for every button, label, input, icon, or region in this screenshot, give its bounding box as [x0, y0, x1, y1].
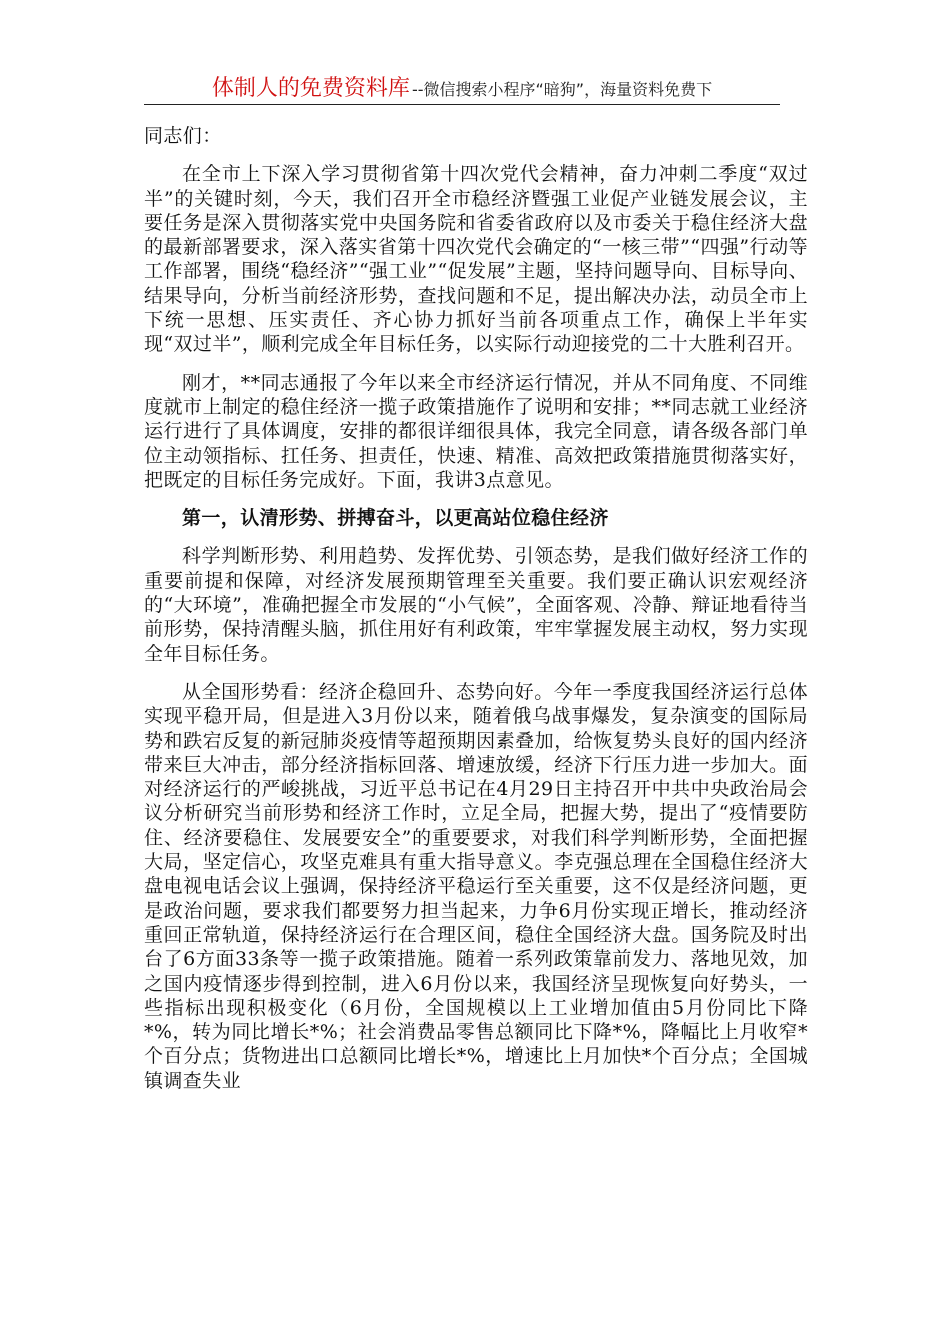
paragraph-1: 在全市上下深入学习贯彻省第十四次党代会精神，奋力冲刺二季度“双过半”的关键时刻，今天，我们召开全市稳经济暨强工业促产业链发展会议，主要任务是深入贯彻落实党中央国务院和省委省政府以及市委关于稳住经济大盘的最新部署要求，深入落实省第十四次党代会确定的“一核三带”“四强”行动等工作部署，围绕“稳经济”“强工业”“促发展”主题，坚持问题导向、目标导向、结果导向，分析当前经济形势，查找问题和不足，提出解决办法，动员全市上下统一思想、压实责任、齐心协力抓好当前各项重点工作，确保上半年实现“双过半”，顺利完成全年目标任务，以实际行动迎接党的二十大胜利召开。	[144, 163, 808, 356]
salutation: 同志们：	[144, 125, 222, 147]
paragraph-4: 从全国形势看：经济企稳回升、态势向好。今年一季度我国经济运行总体实现平稳开局，但是进入3月份以来，随着俄乌战事爆发，复杂演变的国际局势和跌宕反复的新冠肺炎疫情等超预期因素叠加，给恢复势头良好的国内经济带来巨大冲击，部分经济指标回落、增速放缓，经济下行压力进一步加大。面对经济运行的严峻挑战，习近平总书记在4月29日主持召开中共中央政治局会议分析研究当前形势和经济工作时，立足全局，把握大势，提出了“疫情要防住、经济要稳住、发展要安全”的重要要求，对我们科学判断形势，全面把握大局，坚定信心，攻坚克难具有重大指导意义。李克强总理在全国稳住经济大盘电视电话会议上强调，保持经济平稳运行至关重要，这不仅是经济问题，更是政治问题，要求我们都要努力担当起来，力争6月份实现正增长，推动经济重回正常轨道，保持经济运行在合理区间，稳住全国经济大盘。国务院及时出台了6方面33条等一揽子政策措施。随着一系列政策靠前发力、落地见效，加之国内疫情逐步得到控制，进入6月份以来，我国经济呈现恢复向好势头，一些指标出现积极变化（6月份，全国规模以上工业增加值由5月份同比下降*%，转为同比增长*%；社会消费品零售总额同比下降*%，降幅比上月收窄*个百分点；货物进出口总额同比增长*%，增速比上月加快*个百分点；全国城镇调查失业	[144, 680, 808, 1092]
section-heading-1: 第一，认清形势、拼搏奋斗，以更高站位稳住经济	[182, 507, 609, 530]
paragraph-2: 刚才，**同志通报了今年以来全市经济运行情况，并从不同角度、不同维度就市上制定的稳住经济一揽子政策措施作了说明和安排；**同志就工业经济运行进行了具体调度，安排的都很详细很具体，我完全同意，请各级各部门单位主动领指标、扛任务、担责任，快速、精准、高效把政策措施贯彻落实好，把既定的目标任务完成好。下面，我讲3点意见。	[144, 371, 808, 491]
page-header	[144, 70, 780, 105]
header-tagline: --微信搜索小程序“暗狗”，海量资料免费下	[411, 80, 713, 99]
document-body	[144, 124, 808, 1107]
header-brand: 体制人的免费资料库	[211, 76, 410, 101]
paragraph-3: 科学判断形势、利用趋势、发挥优势、引领态势，是我们做好经济工作的重要前提和保障，对经济发展预期管理至关重要。我们要正确认识宏观经济的“大环境”，准确把握全市发展的“小气候”，全面客观、冷静、辩证地看待当前形势，保持清醒头脑，抓住用好有利政策，牢牢掌握发展主动权，努力实现全年目标任务。	[144, 545, 808, 665]
